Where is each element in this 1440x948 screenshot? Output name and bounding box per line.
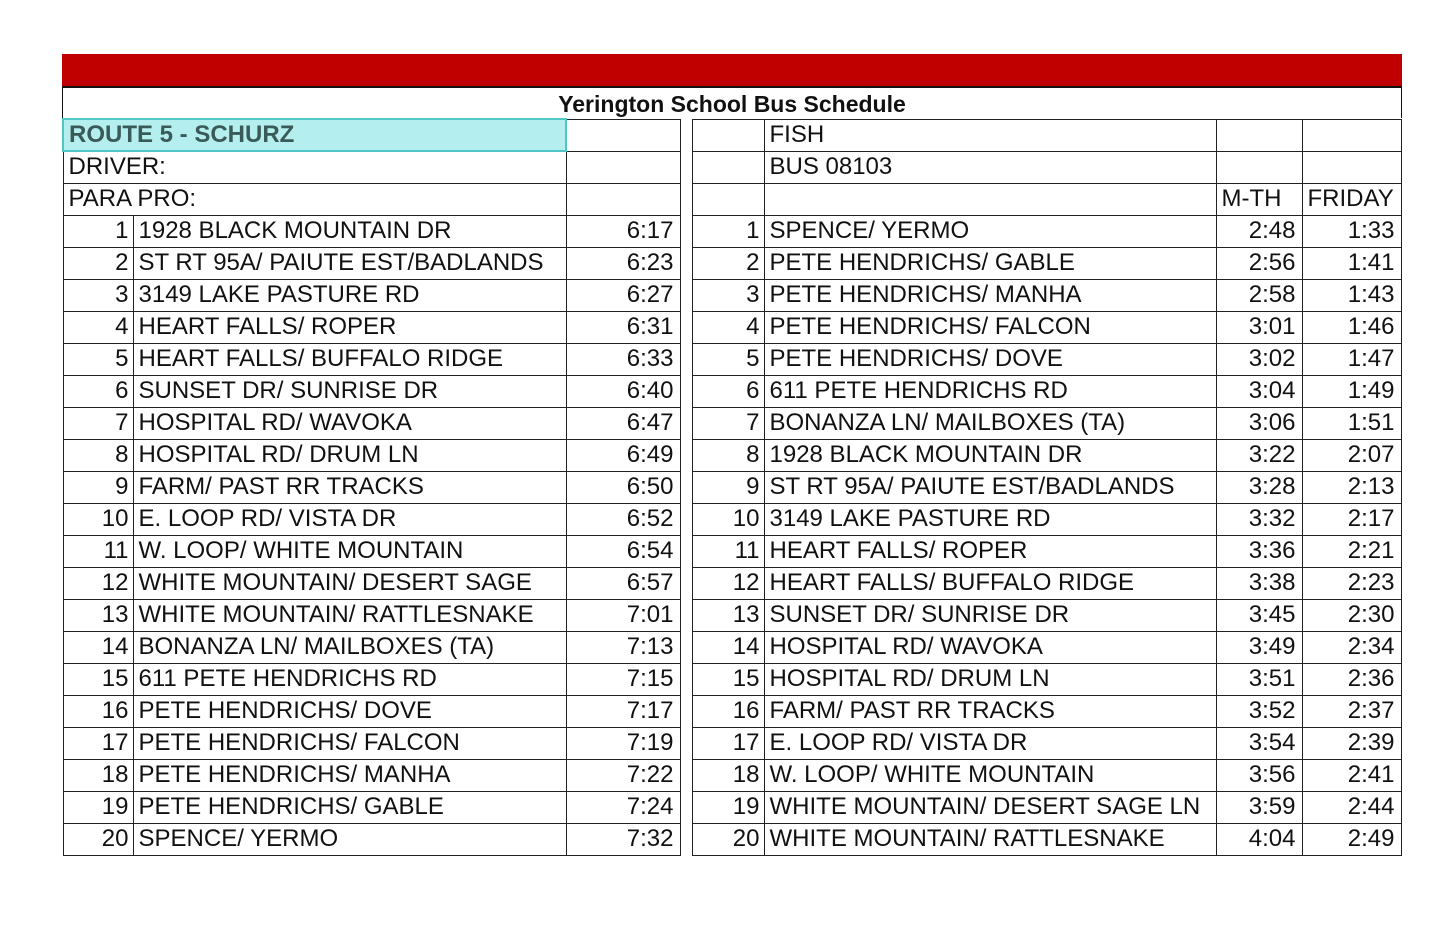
header-row-driver	[63, 151, 1401, 183]
pm-stop-name[interactable]: HEART FALLS/ ROPER	[764, 535, 1216, 567]
pm-mth-time[interactable]: 3:06	[1216, 407, 1302, 439]
pm-stop-number[interactable]: 14	[692, 631, 764, 663]
pm-stop-number[interactable]: 16	[692, 695, 764, 727]
am-stop-number[interactable]: 2	[63, 247, 133, 279]
am-pickup-time[interactable]: 6:17	[566, 215, 680, 247]
header-color-bar	[62, 54, 1402, 86]
table-row	[63, 439, 1401, 471]
pm-mth-time[interactable]: 3:51	[1216, 663, 1302, 695]
pm-mth-time[interactable]: 3:32	[1216, 503, 1302, 535]
am-stop-name[interactable]: HOSPITAL RD/ WAVOKA	[133, 407, 566, 439]
school-cell[interactable]: FISH	[764, 119, 1216, 151]
blank-cell[interactable]	[692, 183, 764, 215]
blank-cell[interactable]	[1302, 151, 1401, 183]
am-stop-number[interactable]: 16	[63, 695, 133, 727]
pm-friday-time[interactable]: 1:47	[1302, 343, 1401, 375]
am-stop-number[interactable]: 15	[63, 663, 133, 695]
blank-cell[interactable]	[1216, 119, 1302, 151]
table-row	[63, 375, 1401, 407]
pm-stop-number[interactable]: 1	[692, 215, 764, 247]
schedule-table	[62, 118, 1402, 856]
bus-number-cell[interactable]: BUS 08103	[764, 151, 1216, 183]
am-stop-name[interactable]: ST RT 95A/ PAIUTE EST/BADLANDS	[133, 247, 566, 279]
para-pro-label-cell[interactable]: PARA PRO:	[63, 183, 566, 215]
pm-mth-time[interactable]: 3:02	[1216, 343, 1302, 375]
am-stop-number[interactable]: 13	[63, 599, 133, 631]
am-stop-number[interactable]: 4	[63, 311, 133, 343]
am-stop-name[interactable]: HEART FALLS/ ROPER	[133, 311, 566, 343]
header-row-para	[63, 183, 1401, 215]
gap-cell	[680, 375, 692, 407]
am-stop-number[interactable]: 3	[63, 279, 133, 311]
gap-cell	[680, 439, 692, 471]
gap-cell	[680, 279, 692, 311]
header-row-route	[63, 119, 1401, 151]
am-pickup-time[interactable]: 6:52	[566, 503, 680, 535]
table-row	[63, 279, 1401, 311]
pm-friday-time[interactable]: 2:17	[1302, 503, 1401, 535]
gap-cell	[680, 535, 692, 567]
gap-cell	[680, 343, 692, 375]
gap-cell	[680, 183, 692, 215]
pm-stop-name[interactable]: PETE HENDRICHS/ DOVE	[764, 343, 1216, 375]
pm-stop-name[interactable]: WHITE MOUNTAIN/ RATTLESNAKE	[764, 823, 1216, 855]
pm-mth-time[interactable]: 2:58	[1216, 279, 1302, 311]
col-header-mth[interactable]: M-TH	[1216, 183, 1302, 215]
am-stop-name[interactable]: E. LOOP RD/ VISTA DR	[133, 503, 566, 535]
pm-stop-number[interactable]: 20	[692, 823, 764, 855]
table-row	[63, 695, 1401, 727]
gap-cell	[680, 599, 692, 631]
am-pickup-time[interactable]: 6:47	[566, 407, 680, 439]
pm-stop-number[interactable]: 12	[692, 567, 764, 599]
table-row	[63, 311, 1401, 343]
pm-stop-name[interactable]: PETE HENDRICHS/ MANHA	[764, 279, 1216, 311]
pm-stop-number[interactable]: 9	[692, 471, 764, 503]
pm-mth-time[interactable]: 3:59	[1216, 791, 1302, 823]
am-stop-name[interactable]: PETE HENDRICHS/ GABLE	[133, 791, 566, 823]
pm-mth-time[interactable]: 2:56	[1216, 247, 1302, 279]
pm-stop-name[interactable]: PETE HENDRICHS/ GABLE	[764, 247, 1216, 279]
blank-cell[interactable]	[692, 151, 764, 183]
pm-mth-time[interactable]: 3:54	[1216, 727, 1302, 759]
pm-friday-time[interactable]: 2:30	[1302, 599, 1401, 631]
pm-stop-name[interactable]: W. LOOP/ WHITE MOUNTAIN	[764, 759, 1216, 791]
pm-friday-time[interactable]: 2:37	[1302, 695, 1401, 727]
pm-mth-time[interactable]: 4:04	[1216, 823, 1302, 855]
pm-mth-time[interactable]: 3:49	[1216, 631, 1302, 663]
table-row	[63, 343, 1401, 375]
pm-stop-name[interactable]: 3149 LAKE PASTURE RD	[764, 503, 1216, 535]
table-row	[63, 535, 1401, 567]
pm-stop-number[interactable]: 7	[692, 407, 764, 439]
pm-stop-number[interactable]: 5	[692, 343, 764, 375]
pm-stop-number[interactable]: 8	[692, 439, 764, 471]
pm-friday-time[interactable]: 2:21	[1302, 535, 1401, 567]
am-pickup-time[interactable]: 6:54	[566, 535, 680, 567]
pm-stop-name[interactable]: BONANZA LN/ MAILBOXES (TA)	[764, 407, 1216, 439]
pm-stop-number[interactable]: 2	[692, 247, 764, 279]
table-row	[63, 631, 1401, 663]
pm-stop-name[interactable]: E. LOOP RD/ VISTA DR	[764, 727, 1216, 759]
pm-friday-time[interactable]: 2:13	[1302, 471, 1401, 503]
gap-cell	[680, 695, 692, 727]
am-stop-name[interactable]: FARM/ PAST RR TRACKS	[133, 471, 566, 503]
am-stop-name[interactable]: 3149 LAKE PASTURE RD	[133, 279, 566, 311]
blank-cell[interactable]	[566, 119, 680, 151]
pm-friday-time[interactable]: 1:41	[1302, 247, 1401, 279]
pm-friday-time[interactable]: 2:49	[1302, 823, 1401, 855]
pm-stop-name[interactable]: HOSPITAL RD/ WAVOKA	[764, 631, 1216, 663]
pm-stop-number[interactable]: 19	[692, 791, 764, 823]
pm-friday-time[interactable]: 2:39	[1302, 727, 1401, 759]
pm-friday-time[interactable]: 2:34	[1302, 631, 1401, 663]
am-stop-number[interactable]: 8	[63, 439, 133, 471]
am-stop-number[interactable]: 7	[63, 407, 133, 439]
table-row	[63, 791, 1401, 823]
gap-cell	[680, 791, 692, 823]
am-stop-name[interactable]: PETE HENDRICHS/ DOVE	[133, 695, 566, 727]
gap-cell	[680, 215, 692, 247]
pm-friday-time[interactable]: 2:23	[1302, 567, 1401, 599]
table-row	[63, 663, 1401, 695]
pm-stop-name[interactable]: HOSPITAL RD/ DRUM LN	[764, 663, 1216, 695]
blank-cell[interactable]	[566, 183, 680, 215]
pm-friday-time[interactable]: 1:33	[1302, 215, 1401, 247]
am-stop-number[interactable]: 17	[63, 727, 133, 759]
am-pickup-time[interactable]: 6:31	[566, 311, 680, 343]
am-stop-number[interactable]: 11	[63, 535, 133, 567]
am-pickup-time[interactable]: 7:13	[566, 631, 680, 663]
pm-friday-time[interactable]: 2:07	[1302, 439, 1401, 471]
pm-friday-time[interactable]: 1:51	[1302, 407, 1401, 439]
pm-stop-number[interactable]: 6	[692, 375, 764, 407]
table-row	[63, 727, 1401, 759]
table-row	[63, 215, 1401, 247]
am-pickup-time[interactable]: 6:40	[566, 375, 680, 407]
am-stop-number[interactable]: 20	[63, 823, 133, 855]
table-row	[63, 599, 1401, 631]
am-stop-name[interactable]: WHITE MOUNTAIN/ DESERT SAGE	[133, 567, 566, 599]
gap-cell	[680, 727, 692, 759]
am-stop-number[interactable]: 9	[63, 471, 133, 503]
am-pickup-time[interactable]: 6:49	[566, 439, 680, 471]
am-stop-number[interactable]: 1	[63, 215, 133, 247]
blank-cell[interactable]	[566, 151, 680, 183]
am-pickup-time[interactable]: 7:22	[566, 759, 680, 791]
pm-mth-time[interactable]: 3:22	[1216, 439, 1302, 471]
pm-stop-number[interactable]: 18	[692, 759, 764, 791]
am-stop-number[interactable]: 12	[63, 567, 133, 599]
table-row	[63, 823, 1401, 855]
pm-friday-time[interactable]: 2:36	[1302, 663, 1401, 695]
am-stop-number[interactable]: 10	[63, 503, 133, 535]
am-stop-number[interactable]: 6	[63, 375, 133, 407]
am-pickup-time[interactable]: 7:19	[566, 727, 680, 759]
pm-stop-name[interactable]: 611 PETE HENDRICHS RD	[764, 375, 1216, 407]
pm-friday-time[interactable]: 1:49	[1302, 375, 1401, 407]
am-pickup-time[interactable]: 6:57	[566, 567, 680, 599]
gap-cell	[680, 407, 692, 439]
pm-stop-number[interactable]: 4	[692, 311, 764, 343]
gap-cell	[680, 311, 692, 343]
pm-stop-number[interactable]: 10	[692, 503, 764, 535]
pm-stop-number[interactable]: 11	[692, 535, 764, 567]
am-stop-name[interactable]: SPENCE/ YERMO	[133, 823, 566, 855]
pm-mth-time[interactable]: 3:28	[1216, 471, 1302, 503]
am-stop-name[interactable]: WHITE MOUNTAIN/ RATTLESNAKE	[133, 599, 566, 631]
pm-mth-time[interactable]: 3:36	[1216, 535, 1302, 567]
am-stop-number[interactable]: 19	[63, 791, 133, 823]
am-stop-number[interactable]: 14	[63, 631, 133, 663]
pm-stop-name[interactable]: ST RT 95A/ PAIUTE EST/BADLANDS	[764, 471, 1216, 503]
gap-cell	[680, 247, 692, 279]
am-stop-name[interactable]: BONANZA LN/ MAILBOXES (TA)	[133, 631, 566, 663]
pm-stop-name[interactable]: WHITE MOUNTAIN/ DESERT SAGE LN	[764, 791, 1216, 823]
pm-mth-time[interactable]: 2:48	[1216, 215, 1302, 247]
am-stop-name[interactable]: SUNSET DR/ SUNRISE DR	[133, 375, 566, 407]
pm-stop-name[interactable]: HEART FALLS/ BUFFALO RIDGE	[764, 567, 1216, 599]
blank-cell[interactable]	[692, 119, 764, 151]
am-pickup-time[interactable]: 7:15	[566, 663, 680, 695]
am-stop-number[interactable]: 18	[63, 759, 133, 791]
pm-stop-number[interactable]: 17	[692, 727, 764, 759]
gap-cell	[680, 663, 692, 695]
gap-cell	[680, 567, 692, 599]
table-row	[63, 503, 1401, 535]
am-pickup-time[interactable]: 7:24	[566, 791, 680, 823]
table-row	[63, 759, 1401, 791]
am-pickup-time[interactable]: 6:33	[566, 343, 680, 375]
am-stop-name[interactable]: HOSPITAL RD/ DRUM LN	[133, 439, 566, 471]
driver-label-cell[interactable]: DRIVER:	[63, 151, 566, 183]
pm-friday-time[interactable]: 1:46	[1302, 311, 1401, 343]
route-cell[interactable]: ROUTE 5 - SCHURZ	[63, 119, 566, 151]
am-stop-name[interactable]: PETE HENDRICHS/ MANHA	[133, 759, 566, 791]
table-row	[63, 407, 1401, 439]
blank-cell[interactable]	[764, 183, 1216, 215]
am-stop-name[interactable]: PETE HENDRICHS/ FALCON	[133, 727, 566, 759]
blank-cell[interactable]	[1216, 151, 1302, 183]
pm-stop-name[interactable]: SPENCE/ YERMO	[764, 215, 1216, 247]
pm-stop-name[interactable]: FARM/ PAST RR TRACKS	[764, 695, 1216, 727]
am-stop-name[interactable]: 1928 BLACK MOUNTAIN DR	[133, 215, 566, 247]
pm-mth-time[interactable]: 3:04	[1216, 375, 1302, 407]
gap-cell	[680, 471, 692, 503]
table-row	[63, 471, 1401, 503]
pm-mth-time[interactable]: 3:45	[1216, 599, 1302, 631]
am-pickup-time[interactable]: 7:17	[566, 695, 680, 727]
col-header-friday[interactable]: FRIDAY	[1302, 183, 1401, 215]
am-pickup-time[interactable]: 6:27	[566, 279, 680, 311]
pm-stop-number[interactable]: 13	[692, 599, 764, 631]
gap-cell	[680, 823, 692, 855]
blank-cell[interactable]	[1302, 119, 1401, 151]
am-stop-name[interactable]: W. LOOP/ WHITE MOUNTAIN	[133, 535, 566, 567]
pm-mth-time[interactable]: 3:38	[1216, 567, 1302, 599]
pm-friday-time[interactable]: 2:41	[1302, 759, 1401, 791]
pm-stop-name[interactable]: PETE HENDRICHS/ FALCON	[764, 311, 1216, 343]
pm-mth-time[interactable]: 3:01	[1216, 311, 1302, 343]
pm-mth-time[interactable]: 3:52	[1216, 695, 1302, 727]
am-pickup-time[interactable]: 6:23	[566, 247, 680, 279]
pm-friday-time[interactable]: 1:43	[1302, 279, 1401, 311]
pm-mth-time[interactable]: 3:56	[1216, 759, 1302, 791]
pm-friday-time[interactable]: 2:44	[1302, 791, 1401, 823]
pm-stop-number[interactable]: 3	[692, 279, 764, 311]
gap-cell	[680, 759, 692, 791]
am-pickup-time[interactable]: 7:32	[566, 823, 680, 855]
am-stop-number[interactable]: 5	[63, 343, 133, 375]
sheet-title: Yerington School Bus Schedule	[62, 86, 1402, 118]
gap-cell	[680, 151, 692, 183]
table-row	[63, 247, 1401, 279]
pm-stop-number[interactable]: 15	[692, 663, 764, 695]
am-stop-name[interactable]: 611 PETE HENDRICHS RD	[133, 663, 566, 695]
gap-cell	[680, 631, 692, 663]
gap-cell	[680, 119, 692, 151]
am-pickup-time[interactable]: 7:01	[566, 599, 680, 631]
am-stop-name[interactable]: HEART FALLS/ BUFFALO RIDGE	[133, 343, 566, 375]
pm-stop-name[interactable]: SUNSET DR/ SUNRISE DR	[764, 599, 1216, 631]
table-row	[63, 567, 1401, 599]
am-pickup-time[interactable]: 6:50	[566, 471, 680, 503]
pm-stop-name[interactable]: 1928 BLACK MOUNTAIN DR	[764, 439, 1216, 471]
gap-cell	[680, 503, 692, 535]
